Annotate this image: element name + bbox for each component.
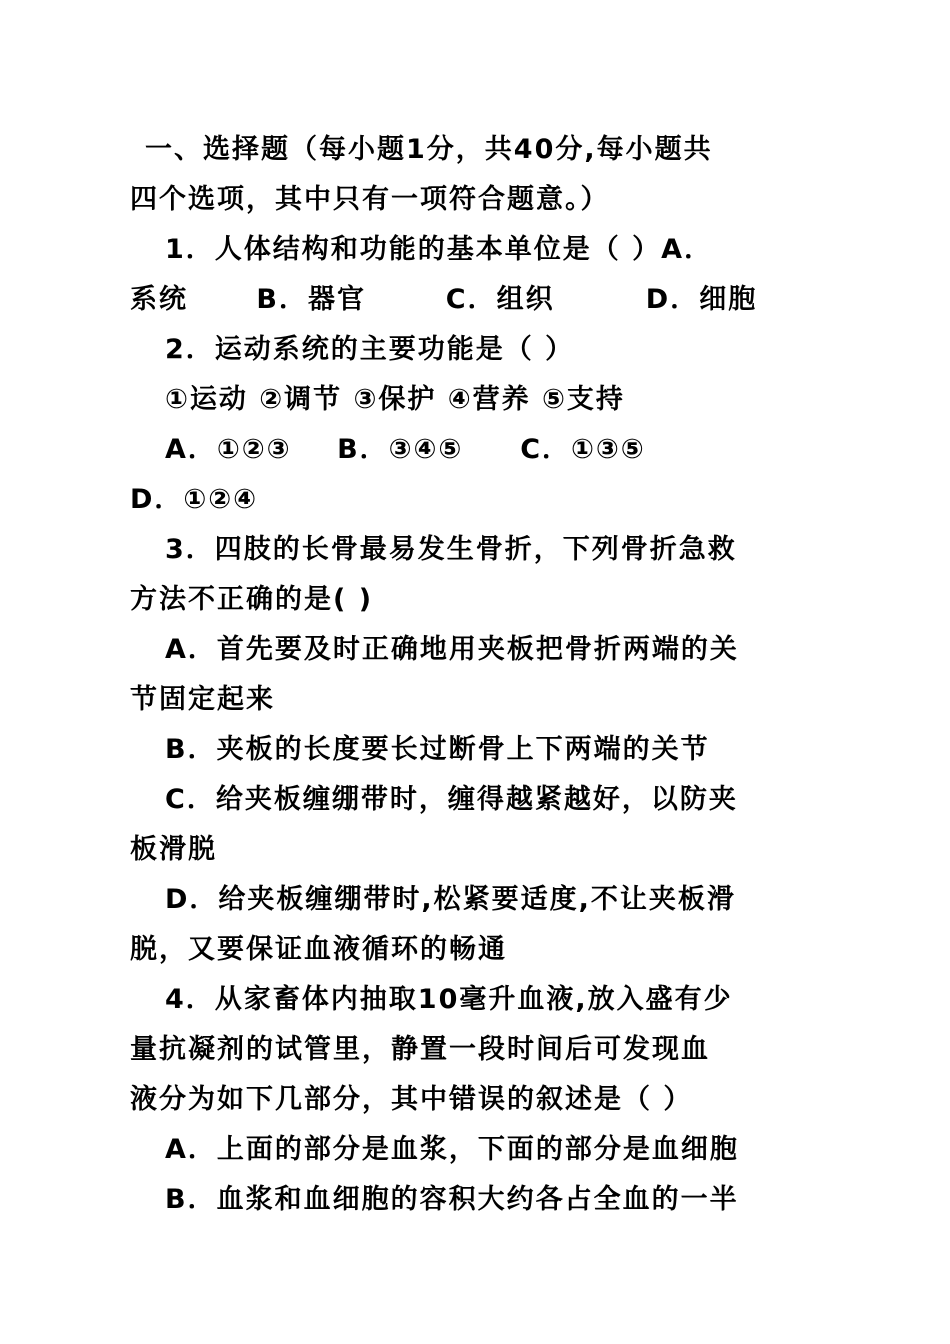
question-3-stem-line-1: 3．四肢的长骨最易发生骨折，下列骨折急救 (165, 534, 737, 565)
question-2-stem: 2．运动系统的主要功能是（ ） (165, 334, 575, 365)
question-3-option-a-line-1: A．首先要及时正确地用夹板把骨折两端的关 (165, 634, 739, 665)
section-title-line-2: 四个选项，其中只有一项符合题意。） (130, 184, 610, 215)
question-2-options-abc: A．①②③ B．③④⑤ C．①③⑤ (165, 434, 646, 465)
question-2-option-d: D．①②④ (130, 484, 258, 515)
question-3-option-d-line-1: D．给夹板缠绷带时,松紧要适度,不让夹板滑 (165, 884, 736, 915)
question-3-option-b: B．夹板的长度要长过断骨上下两端的关节 (165, 734, 710, 765)
question-4-stem-line-2: 量抗凝剂的试管里，静置一段时间后可发现血 (130, 1034, 710, 1065)
question-3-option-c-line-1: C．给夹板缠绷带时，缠得越紧越好，以防夹 (165, 784, 738, 815)
section-title-line-1: 一、选择题（每小题1分，共40分,每小题共 (145, 134, 713, 165)
question-1-options: 系统 B．器官 C．组织 D．细胞 (130, 284, 758, 315)
question-4-stem-line-1: 4．从家畜体内抽取10毫升血液,放入盛有少 (165, 984, 733, 1015)
question-2-items: ①运动 ②调节 ③保护 ④营养 ⑤支持 (165, 384, 625, 415)
question-4-stem-line-3: 液分为如下几部分，其中错误的叙述是（ ） (130, 1084, 693, 1115)
question-4-option-b: B．血浆和血细胞的容积大约各占全血的一半 (165, 1184, 739, 1215)
question-3-option-a-line-2: 节固定起来 (130, 684, 275, 715)
question-4-option-a: A．上面的部分是血浆，下面的部分是血细胞 (165, 1134, 739, 1165)
question-1-stem: 1．人体结构和功能的基本单位是（ ）A． (165, 234, 714, 265)
question-3-option-c-line-2: 板滑脱 (130, 834, 217, 865)
question-3-stem-line-2: 方法不正确的是( ) (130, 584, 374, 615)
question-3-option-d-line-2: 脱，又要保证血液循环的畅通 (130, 934, 507, 965)
